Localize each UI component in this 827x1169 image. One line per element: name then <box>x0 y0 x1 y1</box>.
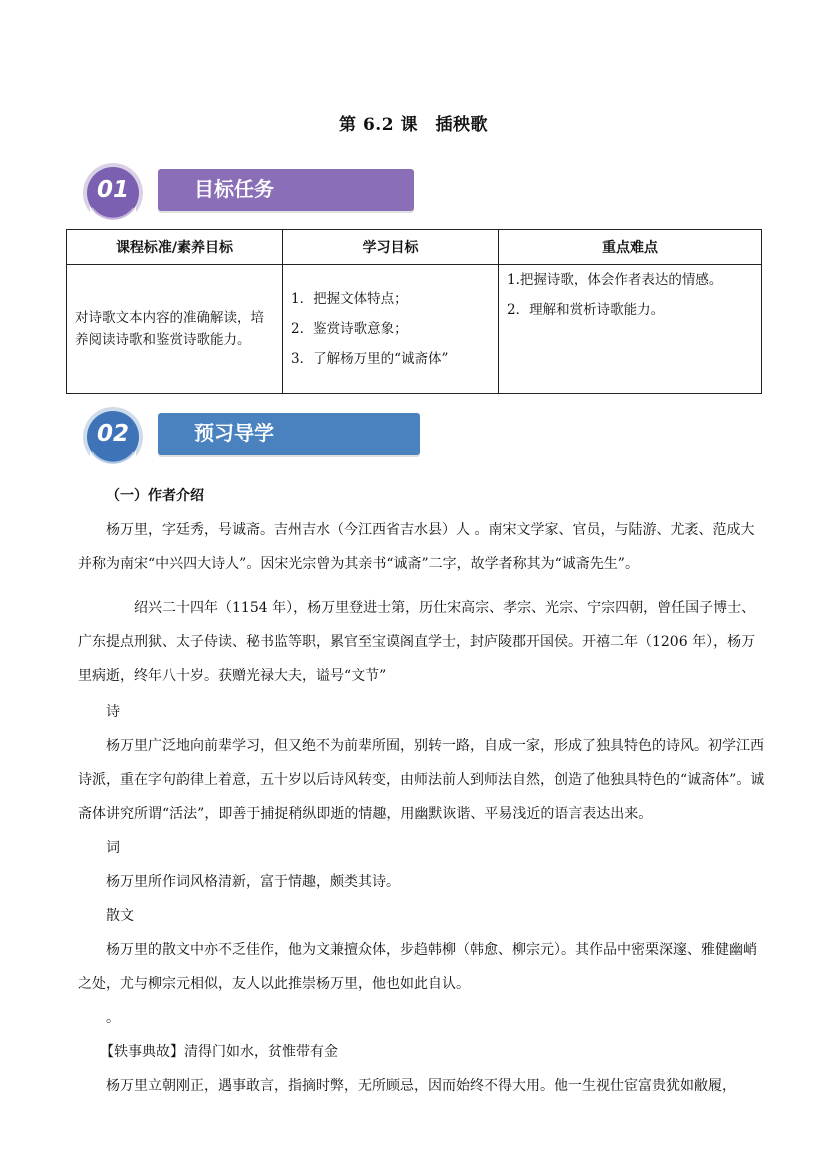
table-cell-goals <box>283 265 499 394</box>
subheading-prose: 散文 <box>106 908 134 924</box>
stray-period: 。 <box>106 1010 120 1026</box>
table-header-row <box>67 230 762 265</box>
goal-item: 1．把握文体特点； <box>291 291 408 307</box>
section-tab <box>158 169 414 211</box>
table-header: 重点难点 <box>499 230 762 265</box>
page-title: 第 6.2 课 插秧歌 <box>339 115 488 135</box>
section-label: 目标任务 <box>194 177 274 201</box>
table-header: 课程标准/素养目标 <box>67 230 283 265</box>
section-number-badge <box>80 404 146 470</box>
section-number-badge <box>80 160 146 226</box>
paragraph: 杨万里，字廷秀，号诚斋。吉州吉水（今江西省吉水县）人 。南宋文学家、官员，与陆游、尤袤、范成大并称为南宋“中兴四大诗人”。因宋光宗曾为其亲书“诚斋”二字，故学者称其为“诚斋先生”。 <box>78 522 755 572</box>
section-number: 01 <box>96 177 129 203</box>
section-header-02 <box>80 404 360 470</box>
paragraph: 杨万里广泛地向前辈学习，但又绝不为前辈所囿，别转一路，自成一家，形成了独具特色的诗风。初学江西诗派，重在字句韵律上着意，五十岁以后诗风转变，由师法前人到师法自然，创造了他独具特色的“诚斋体”。诚斋体讲究所谓“活法”，即善于捕捉稍纵即逝的情趣，用幽默诙谐、平易浅近的语言表达出来。 <box>78 738 765 822</box>
paragraph: 杨万里所作词风格清新，富于情趣，颇类其诗。 <box>106 874 400 890</box>
paragraph: 杨万里的散文中亦不乏佳作，他为文兼擅众体，步趋韩柳（韩愈、柳宗元）。其作品中密栗深邃、雅健幽峭之处，尤与柳宗元相似，友人以此推崇杨万里，他也如此自认。 <box>78 942 757 992</box>
goal-item: 3．了解杨万里的“诚斋体” <box>291 351 449 367</box>
keypoint-item: 1.把握诗歌，体会作者表达的情感。 <box>507 272 723 288</box>
subheading-ci: 词 <box>106 840 120 856</box>
article-body <box>78 479 768 1103</box>
keypoint-item: 2．理解和赏析诗歌能力。 <box>507 302 665 318</box>
section-tab <box>158 413 420 455</box>
table-header: 学习目标 <box>283 230 499 265</box>
goal-item: 2．鉴赏诗歌意象； <box>291 321 408 337</box>
paragraph: 绍兴二十四年（1154 年），杨万里登进士第，历仕宋高宗、孝宗、光宗、宁宗四朝，曾任国子博士、广东提点刑狱、太子侍读、秘书监等职，累官至宝谟阁直学士，封庐陵郡开国侯。开禧二年（1206 年），杨万里病逝，终年八十岁。获赠光禄大夫，谥号“文节” <box>78 600 756 684</box>
table-row <box>67 265 762 394</box>
subheading-poem: 诗 <box>106 704 120 720</box>
table-cell-standards <box>67 265 283 394</box>
subsection-heading: （一）作者介绍 <box>106 488 204 504</box>
standards-text: 对诗歌文本内容的准确解读，培养阅读诗歌和鉴赏诗歌能力。 <box>75 310 264 348</box>
anecdote-heading: 【轶事典故】清得门如水，贫惟带有金 <box>100 1044 338 1060</box>
paragraph: 杨万里立朝刚正，遇事敢言，指摘时弊，无所顾忌，因而始终不得大用。他一生视仕宦富贵犹如敝履， <box>106 1078 736 1094</box>
section-label: 预习导学 <box>194 421 274 445</box>
table-cell-keypoints <box>499 265 762 394</box>
goals-table <box>66 229 762 394</box>
section-header-01 <box>80 160 360 226</box>
section-number: 02 <box>96 421 129 447</box>
